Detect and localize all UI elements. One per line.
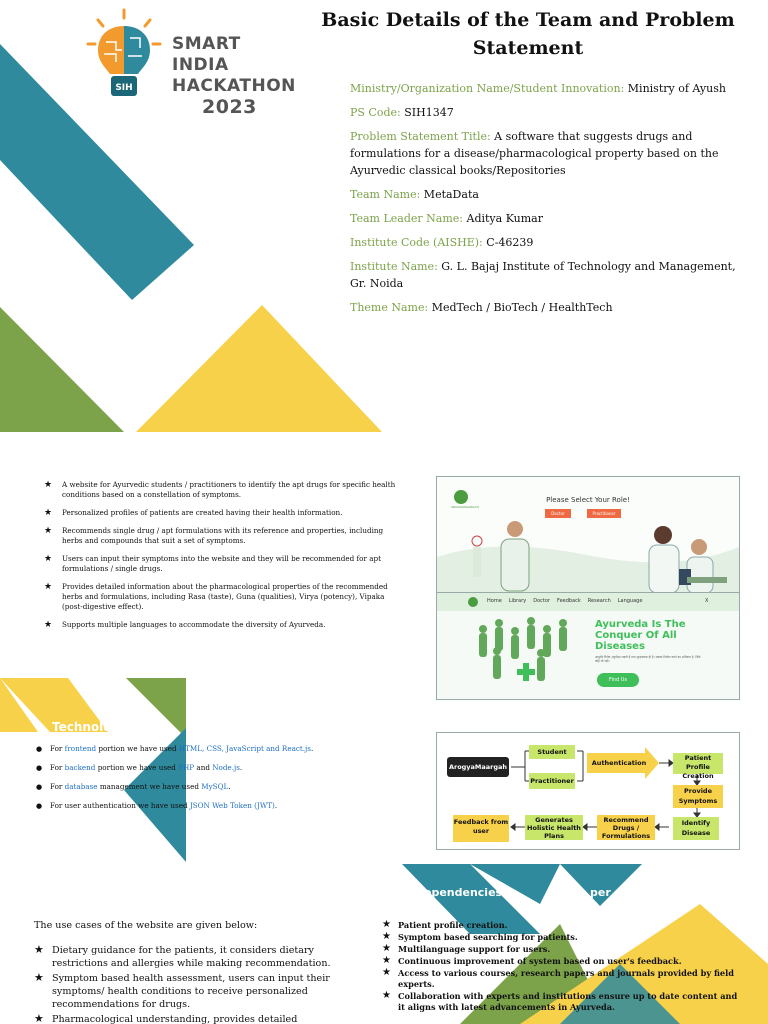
detail-value: Aditya Kumar: [463, 212, 543, 225]
detail-label: Institute Code (AISHE):: [350, 236, 483, 249]
use-case-item: ★ Dietary guidance for the patients, it considers dietary restrictions and allergies while making recommendation.: [34, 944, 334, 970]
role-prompt: Please Select Your Role!: [546, 496, 630, 504]
tech-text: and: [194, 763, 213, 772]
sih-logo: [84, 8, 296, 118]
use-case-item: ★ Pharmacological understanding, provides detailed: [34, 1013, 334, 1024]
dependency-item: ★ Patient profile creation.: [382, 920, 742, 931]
detail-row: [350, 186, 740, 203]
tech-text: For user authentication we have used: [50, 801, 190, 810]
nav-item[interactable]: Home: [487, 598, 502, 604]
provide-symptoms-node: Provide Symptoms: [673, 785, 723, 808]
feature-item: ★ Supports multiple languages to accommodate the diversity of Ayurveda.: [44, 620, 402, 630]
detail-row: [350, 128, 740, 179]
tech-text: management we have used: [97, 782, 202, 791]
detail-row: [350, 210, 740, 227]
detail-label: Theme Name:: [350, 301, 429, 314]
detail-label: Problem Statement Title:: [350, 130, 491, 143]
tech-keyword: MySQL: [201, 782, 229, 791]
tech-keyword: backend: [64, 763, 96, 772]
detail-value: MetaData: [420, 188, 479, 201]
find-us-button[interactable]: Find Us: [597, 673, 639, 687]
tech-text: portion we have used: [96, 744, 179, 753]
green-triangle: [126, 678, 186, 738]
tech-text: .: [310, 744, 314, 753]
use-case-intro: The use cases of the website are given below:: [34, 920, 258, 931]
logo-line-2: HACKATHON: [172, 76, 296, 96]
dependency-item: ★ Collaboration with experts and institutions ensure up to date content and it aligns with latest advancements in Ayurveda.: [382, 991, 742, 1013]
slide-title: [318, 6, 738, 62]
hero-headline: [595, 619, 686, 652]
feature-item: ★ Users can input their symptoms into the website and they will be recommended for apt formulations / single drugs.: [44, 554, 402, 574]
holistic-plans-node: Generates Holistic Health Plans: [525, 815, 583, 840]
teal-band-right: [560, 864, 642, 906]
tech-item: [36, 744, 356, 754]
detail-value: A software that suggests drugs and formulations for a disease/pharmacological property based on the Ayurvedic classical books/Repositories: [350, 130, 719, 177]
green-triangle: [0, 307, 124, 432]
homepage-screenshot: [436, 592, 740, 700]
tech-keyword: Node.js: [212, 763, 240, 772]
detail-value: MedTech / BioTech / HealthTech: [428, 301, 613, 314]
title-line-1: Basic Details of the Team and Problem: [321, 9, 735, 31]
dependency-item: ★ Access to various courses, research papers and journals provided by field experts.: [382, 968, 742, 990]
title-line-2: Statement: [472, 37, 584, 59]
dependency-item: ★ Continuous improvement of system based on user's feedback.: [382, 956, 742, 967]
slide-use-cases: [0, 864, 768, 1024]
tech-text: For: [50, 782, 65, 791]
use-case-item: ★ Symptom based health assessment, users can input their symptoms/ health conditions to receive personalized recommendations for drugs.: [34, 972, 334, 1011]
sih-badge: SIH: [115, 83, 133, 93]
detail-label: Ministry/Organization Name/Student Innovation:: [350, 82, 625, 95]
tech-keyword: HTML, CSS, JavaScript and React.js: [178, 744, 311, 753]
tech-item: [36, 801, 356, 811]
practitioner-node: Practitioner: [529, 773, 575, 789]
detail-row: [350, 104, 740, 121]
detail-label: PS Code:: [350, 106, 401, 119]
logo-wordmark: [172, 34, 296, 118]
hero-line-3: Diseases: [595, 641, 645, 652]
tech-text: For: [50, 744, 65, 753]
tech-text: .: [228, 782, 231, 791]
student-node: Student: [529, 745, 575, 759]
detail-row: [350, 299, 740, 316]
detail-label: Team Name:: [350, 188, 421, 201]
dependencies-heading-tail: per: [590, 886, 611, 899]
feature-item: ★ Personalized profiles of patients are created having their health information.: [44, 508, 402, 518]
feature-item: ★ A website for Ayurvedic students / practitioners to identify the apt drugs for specific health conditions based on a constellation of symptoms.: [44, 480, 402, 500]
hero-subtext: आयुर्वेद विशेष अनुवीक्षा रखती है तथा सुरक्षात्मक ही है। सबका निर्माण करने का अधिकार है, जिसे कोई भी नहीं।: [595, 655, 701, 663]
brand-name: AROGYAMAARGAH: [451, 505, 479, 509]
tech-item: [36, 763, 356, 773]
tech-text: .: [274, 801, 278, 810]
tech-text: .: [239, 763, 243, 772]
tech-keyword: database: [64, 782, 98, 791]
hero-line-2: Conquer Of All: [595, 630, 677, 641]
tech-keyword: frontend: [64, 744, 97, 753]
slide-team-details: [0, 0, 768, 432]
tech-item: [36, 782, 356, 792]
detail-row: [350, 258, 740, 292]
nav-item[interactable]: Doctor: [533, 598, 550, 604]
nav-logo-icon: [468, 597, 478, 607]
tech-heading: Technolo: [52, 720, 112, 734]
doctor-role-button[interactable]: Doctor: [545, 509, 571, 518]
tech-text: For: [50, 763, 65, 772]
slide-solution: [0, 432, 768, 864]
close-icon[interactable]: X: [705, 598, 709, 604]
detail-label: Institute Name:: [350, 260, 438, 273]
detail-label: Team Leader Name:: [350, 212, 463, 225]
feature-item: ★ Provides detailed information about the pharmacological properties of the recommended herbs and formulations, including Rasa (taste), Guna (qualities), Virya (potency), Vipaka (post-digestive effect).: [44, 582, 402, 612]
role-selection-screenshot: [436, 476, 740, 598]
authentication-node: Authentication: [591, 759, 647, 767]
homepage-illustration: [437, 593, 739, 699]
logo-line-1: SMART INDIA: [172, 34, 241, 75]
hero-line-1: Ayurveda Is The: [595, 619, 686, 630]
nav-item[interactable]: Library: [508, 598, 527, 604]
detail-value: C-46239: [482, 236, 534, 249]
dependencies-heading-part: ependencies /: [424, 886, 510, 899]
detail-value: SIH1347: [400, 106, 454, 119]
identify-disease-node: Identify Disease: [673, 817, 719, 840]
tech-text: portion we have used: [95, 763, 179, 772]
site-nav: [487, 598, 649, 604]
dependency-list: [382, 920, 742, 1014]
detail-row: [350, 80, 740, 97]
team-details-list: [350, 80, 740, 323]
nav-item[interactable]: Research: [587, 598, 611, 604]
detail-value: G. L. Bajaj Institute of Technology and Management, Gr. Noida: [350, 260, 736, 290]
recommend-drugs-node: Recommend Drugs / Formulations: [597, 815, 655, 840]
detail-value: Ministry of Ayush: [624, 82, 726, 95]
practitioner-role-button[interactable]: Practitioner: [587, 509, 621, 518]
dependency-item: ★ Symptom based searching for patients.: [382, 932, 742, 943]
feature-item: ★ Recommends single drug / apt formulations with its reference and properties, including herbs and compounds that suit a set of symptoms.: [44, 526, 402, 546]
technology-list: [36, 744, 356, 820]
patient-profile-node: Patient Profile Creation: [673, 753, 723, 774]
feature-list: [44, 480, 402, 638]
use-case-list: [34, 944, 334, 1024]
yellow-triangle: [136, 305, 382, 432]
nav-item[interactable]: Feedback: [556, 598, 581, 604]
tech-keyword: PHP: [178, 763, 195, 772]
workflow-diagram: [436, 732, 740, 850]
feedback-node: Feedback from user: [453, 815, 509, 842]
brain-bulb-icon: [84, 8, 164, 108]
detail-row: [350, 234, 740, 251]
role-page-illustration: [437, 477, 739, 597]
nav-item[interactable]: Language: [617, 598, 643, 604]
logo-line-3: 2023: [202, 96, 257, 118]
tech-keyword: JSON Web Token (JWT): [189, 801, 275, 810]
arogyamaargah-node: ArogyaMaargah: [447, 757, 509, 777]
dependency-item: ★ Multilanguage support for users.: [382, 944, 742, 955]
